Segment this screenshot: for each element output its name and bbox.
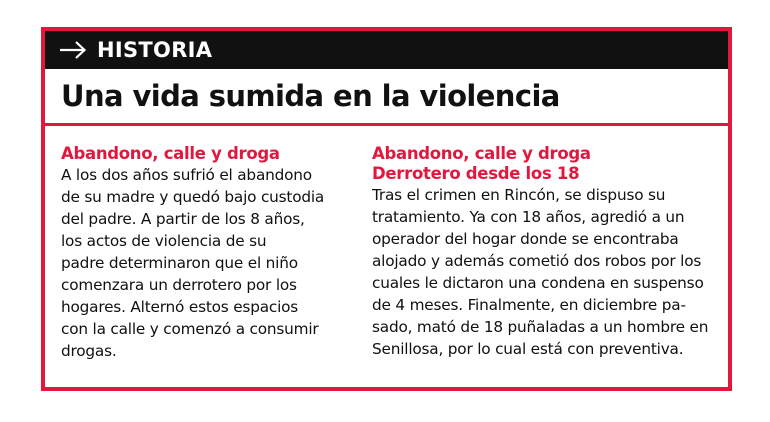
body-line: Senillosa, por lo cual está con preventiva. — [372, 340, 684, 358]
body-line: con la calle y comenzó a consumir — [61, 320, 319, 338]
right-subhead-2: Derrotero desde los 18 — [372, 164, 580, 183]
infobox-frame — [41, 27, 732, 391]
left-subhead: Abandono, calle y droga — [61, 144, 280, 163]
body-line: Tras el crimen en Rincón, se dispuso su — [372, 186, 666, 204]
right-subhead-1: Abandono, calle y droga — [372, 144, 591, 163]
section-bar — [45, 31, 728, 69]
body-line: sado, mató de 18 puñaladas a un hombre en — [372, 318, 709, 336]
body-line: tratamiento. Ya con 18 años, agredió a un — [372, 208, 685, 226]
headline-row — [45, 69, 728, 126]
body-line: drogas. — [61, 342, 117, 360]
section-label: HISTORIA — [97, 38, 213, 62]
body-line: cuales le dictaron una condena en suspenso — [372, 274, 704, 292]
arrow-right-icon — [59, 40, 87, 60]
body-line: de su madre y quedó bajo custodia — [61, 188, 325, 206]
body-line: de 4 meses. Finalmente, en diciembre pa- — [372, 296, 686, 314]
left-column — [61, 144, 361, 362]
body-line: padre determinaron que el niño — [61, 254, 298, 272]
left-body — [61, 164, 361, 362]
body-line: alojado y además cometió dos robos por los — [372, 252, 702, 270]
body-line: operador del hogar donde se encontraba — [372, 230, 679, 248]
body-line: A los dos años sufrió el abandono — [61, 166, 312, 184]
right-column — [372, 144, 717, 360]
headline: Una vida sumida en la violencia — [61, 79, 560, 113]
body-line: del padre. A partir de los 8 años, — [61, 210, 305, 228]
body-line: hogares. Alternó estos espacios — [61, 298, 299, 316]
body-line: los actos de violencia de su — [61, 232, 267, 250]
body-line: comenzara un derrotero por los — [61, 276, 297, 294]
right-body — [372, 184, 717, 360]
